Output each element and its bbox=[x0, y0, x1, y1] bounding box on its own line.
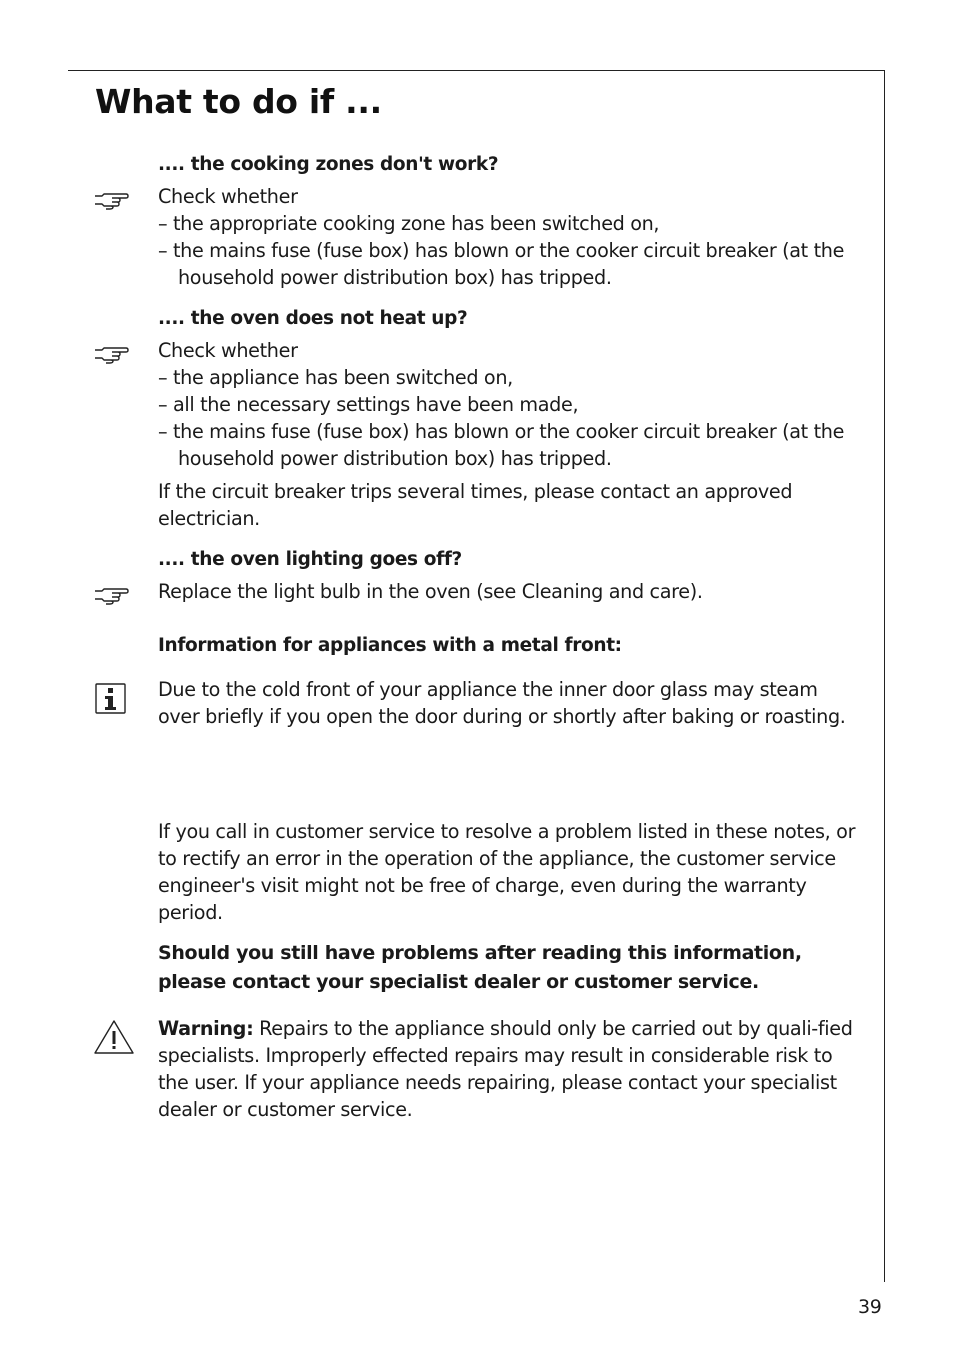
metal-front-info bbox=[158, 632, 863, 730]
contact-notice: Should you still have problems after reading this information, please contact your specialist dealer or customer service. bbox=[158, 942, 802, 993]
section-heading: .... the cooking zones don't work? bbox=[158, 154, 499, 175]
top-rule bbox=[68, 70, 885, 71]
list-item: – the appropriate cooking zone has been switched on, bbox=[158, 212, 660, 235]
warning-label: Warning: bbox=[158, 1017, 254, 1040]
page-title: What to do if ... bbox=[95, 82, 382, 121]
warning-text: Repairs to the appliance should only be carried out by quali-fied specialists. Improperly effected repairs may result in considerable risk to the user. If your appliance needs repairing, please contact your specialist dealer or customer service. bbox=[158, 1017, 853, 1121]
info-heading: Information for appliances with a metal front: bbox=[158, 635, 622, 656]
list-item: – all the necessary settings have been made, bbox=[158, 393, 579, 416]
list-item: – the mains fuse (fuse box) has blown or the cooker circuit breaker (at the household power distribution box) has tripped. bbox=[158, 239, 845, 289]
service-notice: If you call in customer service to resolve a problem listed in these notes, or to rectify an error in the operation of the appliance, the customer service engineer's visit might not be free of charge, even during the warranty period. bbox=[158, 820, 856, 924]
section-cooking-zones bbox=[158, 151, 863, 291]
section-lead: Replace the light bulb in the oven (see Cleaning and care). bbox=[158, 580, 703, 603]
section-lead: Check whether bbox=[158, 339, 298, 362]
section-oven-heat bbox=[158, 305, 863, 532]
info-icon bbox=[95, 683, 126, 714]
list-item: – the mains fuse (fuse box) has blown or the cooker circuit breaker (at the household power distribution box) has tripped. bbox=[158, 420, 845, 470]
list-item: – the appliance has been switched on, bbox=[158, 366, 513, 389]
section-oven-lighting bbox=[158, 546, 863, 605]
pointing-hand-icon bbox=[93, 190, 129, 210]
section-lead: Check whether bbox=[158, 185, 298, 208]
pointing-hand-icon bbox=[93, 344, 129, 364]
info-text: Due to the cold front of your appliance the inner door glass may steam over briefly if you open the door during or shortly after baking or roasting. bbox=[158, 678, 846, 728]
warning-paragraph bbox=[158, 1015, 863, 1123]
section-note: If the circuit breaker trips several times, please contact an approved electrician. bbox=[158, 480, 793, 530]
right-rule bbox=[884, 70, 885, 1282]
warning-triangle-icon bbox=[93, 1019, 135, 1055]
pointing-hand-icon bbox=[93, 585, 129, 605]
section-heading: .... the oven lighting goes off? bbox=[158, 549, 462, 570]
page-number: 39 bbox=[858, 1296, 882, 1318]
section-heading: .... the oven does not heat up? bbox=[158, 308, 468, 329]
